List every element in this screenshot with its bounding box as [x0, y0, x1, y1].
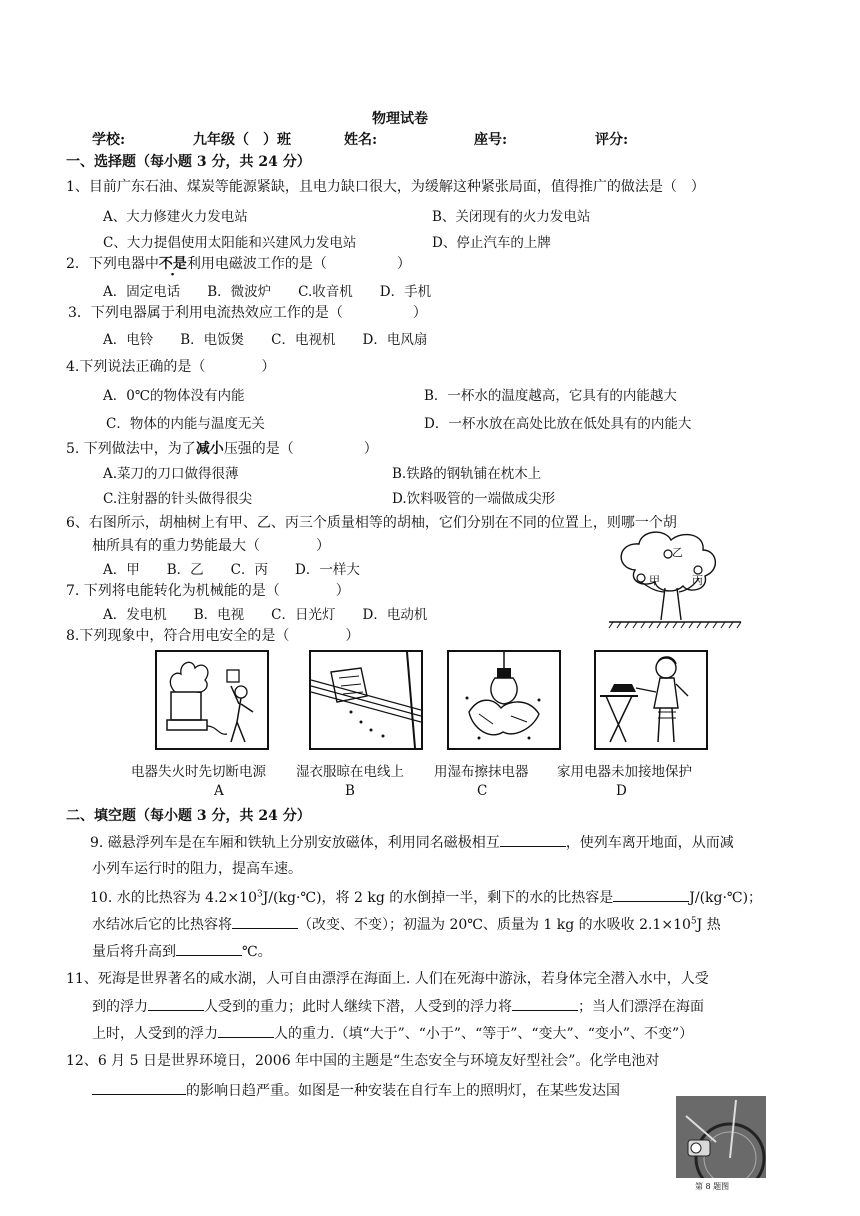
q5-option-c: C.注射器的针头做得很尖 — [103, 491, 253, 507]
q7-stem: 7. 下列将电能转化为机械能的是（ ） — [66, 583, 350, 599]
q8-letter-a: A — [214, 783, 224, 799]
q10-line1 — [90, 887, 762, 907]
q6-options: A．甲 B．乙 C．丙 D．一样大 — [103, 562, 360, 578]
no-ground-iron-icon — [596, 652, 706, 748]
q8-letter-b: B — [345, 783, 355, 799]
q1-stem: 1、目前广东石油、煤炭等能源紧缺，且电力缺口很大，为缓解这种紧张局面，值得推广的做法是（ ） — [66, 179, 705, 195]
q4-option-a: A．0℃的物体没有内能 — [103, 388, 245, 404]
q1-option-c: C、大力提倡使用太阳能和兴建风力发电站 — [103, 235, 357, 251]
q11-text-c: ；当人们漂浮在海面 — [578, 999, 704, 1015]
q9-text-a: 9. 磁悬浮列车是在车厢和铁轨上分别安放磁体，利用同名磁极相互 — [90, 835, 500, 851]
q11-blank-2[interactable] — [512, 996, 578, 1011]
q3-options: A．电铃 B．电饭煲 C．电视机 D．电风扇 — [103, 332, 428, 348]
q2-stem — [66, 253, 411, 273]
q5-stem-emphasis: 减小 — [195, 441, 224, 457]
q8-stem: 8.下列现象中，符合用电安全的是（ ） — [66, 628, 360, 644]
q11-blank-3[interactable] — [218, 1023, 274, 1038]
q10-line2 — [92, 914, 721, 934]
q10-sup-1: 3 — [256, 889, 263, 900]
q11-blank-1[interactable] — [148, 996, 204, 1011]
q9-line1 — [90, 832, 734, 852]
q8-caption-c: 用湿布擦抹电器 — [434, 764, 529, 780]
q5-stem-post: 压强的是（ ） — [223, 441, 378, 457]
q2-stem-pre: 2．下列电器中 — [66, 256, 159, 272]
q5-option-b: B.铁路的钢轨铺在枕木上 — [392, 466, 542, 482]
q7-options: A．发电机 B．电视 C．日光灯 D．电动机 — [103, 607, 428, 623]
section2-heading: 二、填空题（每小题 3 分，共 24 分） — [66, 808, 311, 824]
q1-option-d: D、停止汽车的上牌 — [432, 235, 551, 251]
header-grade: 九年级（ ）班 — [193, 132, 291, 148]
q10-text-f: J 热 — [696, 917, 721, 933]
tree-label-jia: 甲 — [649, 574, 660, 587]
fire-unplug-icon — [157, 652, 267, 748]
q10-sup-2: 5 — [690, 916, 697, 927]
header-seat: 座号: — [474, 132, 508, 148]
q12-blank-1[interactable] — [92, 1080, 186, 1095]
q10-text-a: 10. 水的比热容为 4.2×10 — [90, 890, 257, 906]
q4-option-d: D．一杯水放在高处比放在低处具有的内能大 — [424, 416, 692, 432]
q4-option-c: C．物体的内能与温度无关 — [106, 416, 265, 432]
q10-text-c: J/(kg·℃)； — [689, 890, 763, 906]
q2-options: A．固定电话 B．微波炉 C.收音机 D．手机 — [103, 284, 432, 300]
q5-option-a: A.菜刀的刀口做得很薄 — [103, 466, 239, 482]
q1-option-b: B、关闭现有的火力发电站 — [432, 209, 591, 225]
q4-option-b: B．一杯水的温度越高，它具有的内能越大 — [424, 388, 677, 404]
q12-line2 — [92, 1080, 620, 1100]
tree-label-bing: 丙 — [692, 574, 703, 587]
q11-line3 — [92, 1023, 693, 1043]
q8-letter-c: C — [477, 783, 488, 799]
wet-clothes-wire-icon — [311, 652, 421, 748]
q8-caption-d: 家用电器未加接地保护 — [557, 764, 692, 780]
q8-letter-d: D — [616, 783, 627, 799]
q11-line1: 11、死海是世界著名的咸水湖，人可自由漂浮在海面上. 人们在死海中游泳，若身体完全潜入水中，人受 — [66, 971, 709, 987]
wet-cloth-bulb-icon — [449, 652, 559, 748]
q11-text-a: 到的浮力 — [92, 999, 148, 1015]
q10-text-h: ℃。 — [242, 944, 272, 960]
q10-text-g: 量后将升高到 — [92, 944, 176, 960]
q12-text-a: 的影响日趋严重。如图是一种安装在自行车上的照明灯，在某些发达国 — [186, 1083, 620, 1099]
q11-line2 — [92, 996, 704, 1016]
q10-text-b: J/(kg·℃)，将 2 kg 的水倒掉一半，剩下的水的比热容是 — [262, 890, 614, 906]
q8-caption-b: 湿衣服晾在电线上 — [296, 764, 404, 780]
q11-text-d: 上时，人受到的浮力 — [92, 1026, 218, 1042]
bicycle-lamp-photo — [676, 1096, 766, 1178]
q10-line3 — [92, 941, 272, 961]
q8-picture-a — [155, 650, 269, 750]
q4-stem: 4.下列说法正确的是（ ） — [66, 359, 276, 375]
q8-picture-b — [309, 650, 423, 750]
q10-blank-3[interactable] — [176, 941, 242, 956]
q8-picture-c — [447, 650, 561, 750]
q1-option-a: A、大力修建火力发电站 — [103, 209, 248, 225]
header-name: 姓名: — [344, 132, 378, 148]
section1-heading: 一、选择题（每小题 3 分，共 24 分） — [66, 154, 311, 170]
tree-label-yi: 乙 — [672, 546, 683, 559]
q10-blank-2[interactable] — [232, 914, 298, 929]
q5-option-d: D.饮料吸管的一端做成尖形 — [392, 491, 556, 507]
header-school: 学校: — [92, 132, 126, 148]
q9-line2: 小列车运行时的阻力，提高车速。 — [92, 861, 302, 877]
q11-text-e: 人的重力.（填“大于”、“小于”、“等于”、“变大”、“变小”、不变”） — [274, 1026, 694, 1042]
q12-line1: 12、6 月 5 日是世界环境日，2006 年中国的主题是“生态安全与环境友好型社会”。化学电池对 — [66, 1053, 660, 1069]
q11-text-b: 人受到的重力；此时人继续下潜，人受到的浮力将 — [204, 999, 512, 1015]
page-title: 物理试卷 — [372, 111, 428, 127]
q9-blank[interactable] — [500, 832, 566, 847]
q10-blank-1[interactable] — [613, 887, 689, 902]
tree-figure — [605, 528, 745, 632]
q6-stem-line2: 柚所具有的重力势能最大（ ） — [92, 538, 330, 554]
q2-stem-emphasis: 不是 — [158, 256, 187, 272]
q3-stem: 3．下列电器属于利用电流热效应工作的是（ ） — [68, 305, 427, 321]
q10-text-e: （改变、不变）；初温为 20℃、质量为 1 kg 的水吸收 2.1×10 — [298, 917, 691, 933]
q8-caption-a: 电器失火时先切断电源 — [131, 764, 266, 780]
q8-picture-d — [594, 650, 708, 750]
q5-stem-pre: 5. 下列做法中，为了 — [66, 441, 196, 457]
q10-text-d: 水结冰后它的比热容将 — [92, 917, 232, 933]
header-score: 评分: — [595, 132, 629, 148]
q2-stem-post: 利用电磁波工作的是（ ） — [186, 256, 411, 272]
q5-stem — [66, 438, 378, 458]
q6-stem-line1: 6、右图所示，胡柚树上有甲、乙、丙三个质量相等的胡柚，它们分别在不同的位置上，则哪一个胡 — [66, 515, 677, 531]
bicycle-lamp-icon — [676, 1096, 766, 1178]
q9-text-b: ，使列车离开地面，从而减 — [565, 835, 734, 851]
figure-caption: 第 8 题图 — [695, 1182, 730, 1191]
